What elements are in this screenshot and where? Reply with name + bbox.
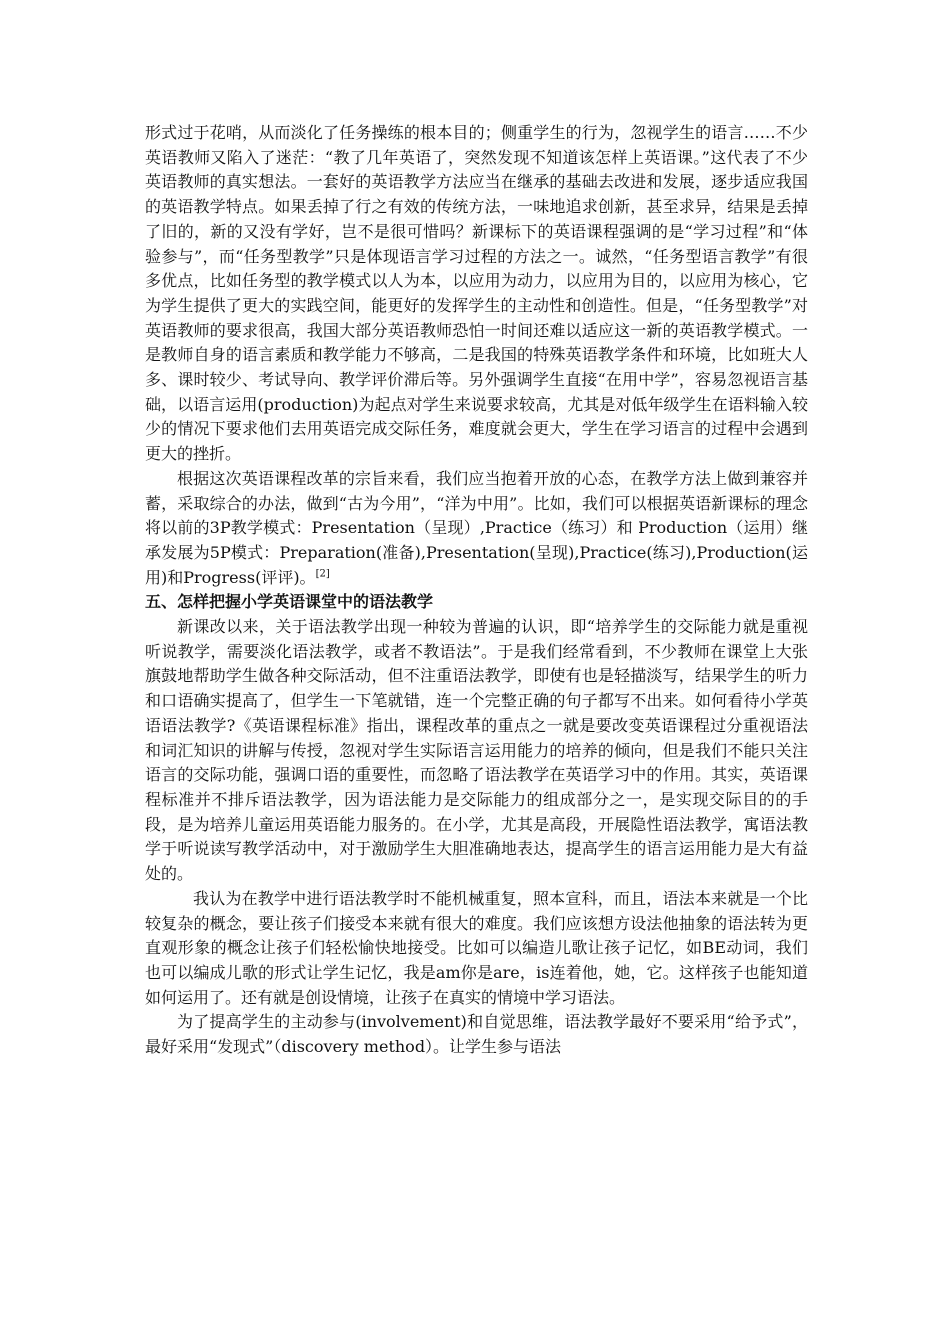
document-body: [145, 121, 808, 1060]
citation-marker: [2]: [315, 568, 330, 580]
paragraph-teaching-model-text: 根据这次英语课程改革的宗旨来看，我们应当抱着开放的心态，在教学方法上做到兼容并蓄，采取综合的办法，做到“古为今用”，“洋为中用”。比如，我们可以根据英语新课标的理念将以前的3P教学模式：Presentation（呈现）,Practice（练习）和 Production（运用）继承发展为5P模式：Preparation(准备),Presentation(呈现),Practice(练习),Production(运用)和Progress(评评)。: [145, 468, 808, 587]
paragraph-discovery-method: 为了提高学生的主动参与(involvement)和自觉思维，语法教学最好不要采用“给予式”，最好采用“发现式”（discovery method）。让学生参与语法: [145, 1012, 808, 1057]
section-heading-5: 五、怎样把握小学英语课堂中的语法教学: [145, 592, 434, 612]
paragraph-task-based-teaching: 形式过于花哨，从而淡化了任务操练的根本目的；侧重学生的行为，忽视学生的语言……不少英语教师又陷入了迷茫：“教了几年英语了，突然发现不知道该怎样上英语课。”这代表了不少英语教师的真实想法。一套好的英语教学方法应当在继承的基础去改进和发展，逐步适应我国的英语教学特点。如果丢掉了行之有效的传统方法，一味地追求创新，甚至求异，结果是丢掉了旧的，新的又没有学好，岂不是很可惜吗？新课标下的英语课程强调的是“学习过程”和“体验参与”，而“任务型教学”只是体现语言学习过程的方法之一。诚然，“任务型语言教学”有很多优点，比如任务型的教学模式以人为本，以应用为动力，以应用为目的，以应用为核心，它为学生提供了更大的实践空间，能更好的发挥学生的主动性和创造性。但是，“任务型教学”对英语教师的要求很高，我国大部分英语教师恐怕一时间还难以适应这一新的英语教学模式。一是教师自身的语言素质和教学能力不够高，二是我国的特殊英语教学条件和环境，比如班大人多、课时较少、考试导向、教学评价滞后等。另外强调学生直接“在用中学”，容易忽视语言基础，以语言运用(production)为起点对学生来说要求较高，尤其是对低年级学生在语料输入较少的情况下要求他们去用英语完成交际任务，难度就会更大，学生在学习语言的过程中会遇到更大的挫折。: [145, 123, 808, 464]
paragraph-grammar-songs: 我认为在教学中进行语法教学时不能机械重复，照本宣科，而且，语法本来就是一个比较复杂的概念，要让孩子们接受本来就有很大的难度。我们应该想方设法他抽象的语法转为更直观形象的概念让孩子们轻松愉快地接受。比如可以编造儿歌让孩子记忆，如BE动词，我们也可以编成儿歌的形式让学生记忆，我是am你是are，is连着他，她，它。这样孩子也能知道如何运用了。还有就是创设情境，让孩子在真实的情境中学习语法。: [145, 888, 808, 1007]
paragraph-teaching-model: [145, 467, 808, 591]
paragraph-grammar-teaching: 新课改以来，关于语法教学出现一种较为普遍的认识，即“培养学生的交际能力就是重视听说教学，需要淡化语法教学，或者不教语法”。于是我们经常看到，不少教师在课堂上大张旗鼓地帮助学生做各种交际活动，但不注重语法教学，即使有也是轻描淡写，结果学生的听力和口语确实提高了，但学生一下笔就错，连一个完整正确的句子都写不出来。如何看待小学英语语法教学?《英语课程标准》指出，课程改革的重点之一就是要改变英语课程过分重视语法和词汇知识的讲解与传授，忽视对学生实际语言运用能力的培养的倾向，但是我们不能只关注语言的交际功能，强调口语的重要性，而忽略了语法教学在英语学习中的作用。其实，英语课程标准并不排斥语法教学，因为语法能力是交际能力的组成部分之一，是实现交际目的的手段，是为培养儿童运用英语能力服务的。在小学，尤其是高段，开展隐性语法教学，寓语法教学于听说读写教学活动中，对于激励学生大胆准确地表达，提高学生的语言运用能力是大有益处的。: [145, 617, 808, 884]
